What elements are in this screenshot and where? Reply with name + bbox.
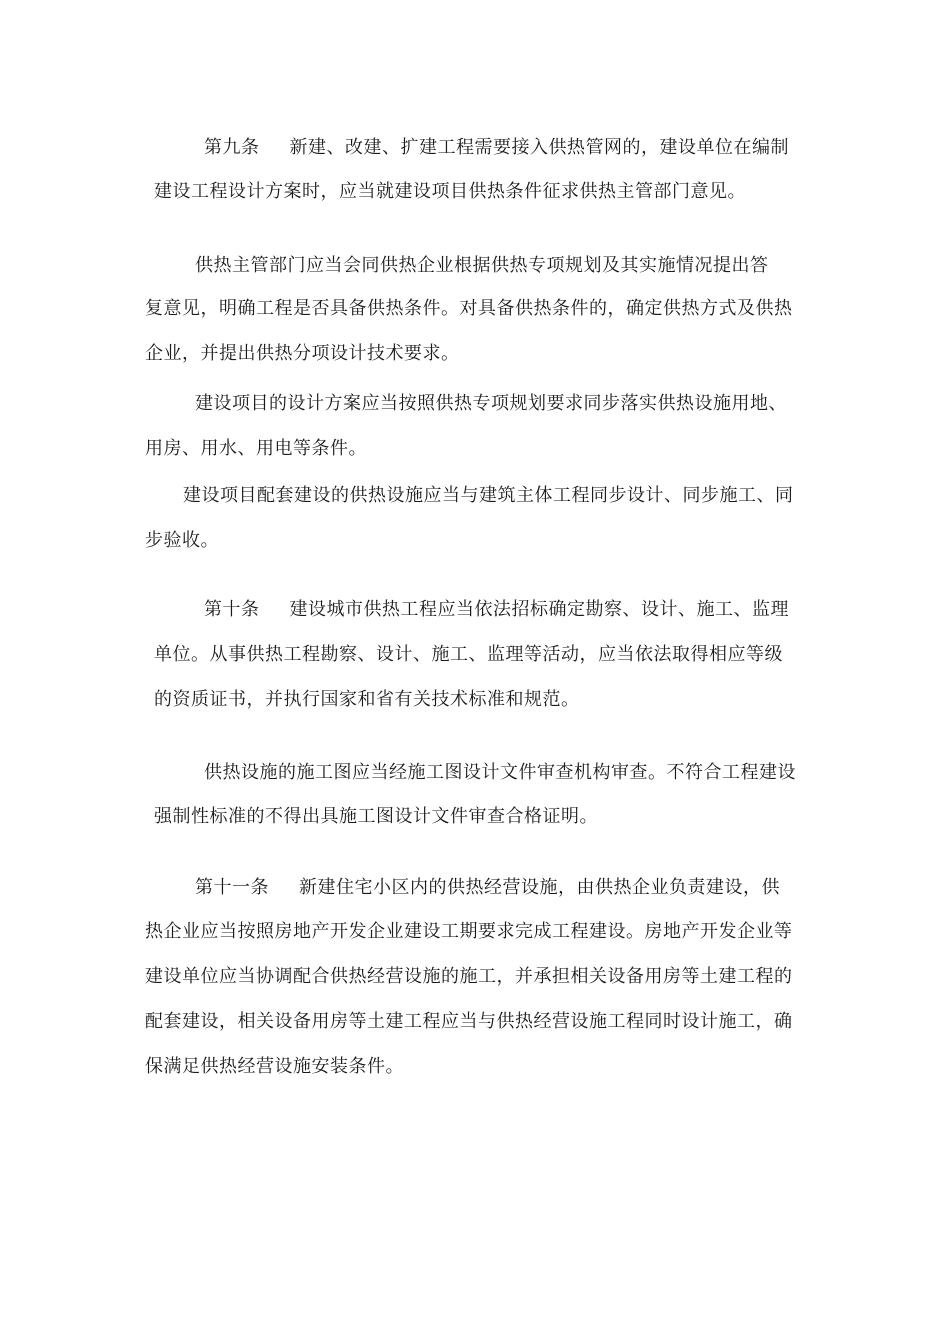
article-9-para-2-line-2: 复意见，明确工程是否具备供热条件。对具备供热条件的，确定供热方式及供热 (145, 298, 793, 319)
article-11-line-1: 第十一条 新建住宅小区内的供热经营设施，由供热企业负责建设，供 (195, 877, 780, 898)
article-9-para-2-line-1: 供热主管部门应当会同供热企业根据供热专项规划及其实施情况提出答 (195, 255, 769, 276)
article-9-para-2-line-3: 企业，并提出供热分项设计技术要求。 (145, 343, 460, 364)
article-9-line-1: 第九条 新建、改建、扩建工程需要接入供热管网的，建设单位在编制 (204, 137, 789, 158)
article-11-heading: 第十一条 (195, 877, 269, 898)
article-9-para-3-line-2: 用房、用水、用电等条件。 (145, 438, 367, 459)
article-10-line-3: 的资质证书，并执行国家和省有关技术标准和规范。 (154, 689, 580, 710)
article-10-heading: 第十条 (204, 599, 260, 620)
article-11-line-4: 配套建设，相关设备用房等土建工程应当与供热经营设施工程同时设计施工，确 (145, 1011, 793, 1032)
article-9-para-4-line-1: 建设项目配套建设的供热设施应当与建筑主体工程同步设计、同步施工、同 (183, 485, 794, 506)
article-10-para-2-line-2: 强制性标准的不得出具施工图设计文件审查合格证明。 (154, 806, 598, 827)
article-11-line-5: 保满足供热经营设施安装条件。 (145, 1056, 404, 1077)
article-9-heading: 第九条 (204, 137, 260, 158)
article-10-line-1: 第十条 建设城市供热工程应当依法招标确定勘察、设计、施工、监理 (204, 599, 789, 620)
article-9-para-4-line-2: 步验收。 (145, 530, 219, 551)
article-10-para-2-line-1: 供热设施的施工图应当经施工图设计文件审查机构审查。不符合工程建设 (204, 762, 796, 783)
article-11-line-3: 建设单位应当协调配合供热经营设施的施工，并承担相关设备用房等土建工程的 (145, 966, 793, 987)
article-9-para-3-line-1: 建设项目的设计方案应当按照供热专项规划要求同步落实供热设施用地、 (195, 393, 787, 414)
article-11-line-2: 热企业应当按照房地产开发企业建设工期要求完成工程建设。房地产开发企业等 (145, 921, 793, 942)
article-9-line-2: 建设工程设计方案时，应当就建设项目供热条件征求供热主管部门意见。 (154, 181, 746, 202)
article-10-line-2: 单位。从事供热工程勘察、设计、施工、监理等活动，应当依法取得相应等级 (154, 644, 783, 665)
